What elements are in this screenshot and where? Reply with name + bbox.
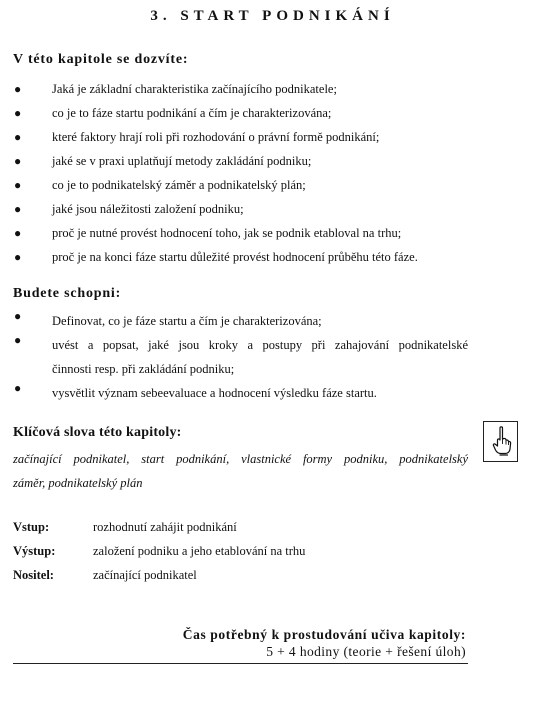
bullet: ●	[14, 154, 22, 168]
bullet: ●	[14, 309, 22, 323]
bullet: ●	[14, 381, 22, 395]
learn-heading: V této kapitole se dozvíte:	[13, 52, 189, 67]
study-time-value: 5 + 4 hodiny (teorie + řešení úloh)	[266, 644, 466, 659]
bullet: ●	[14, 250, 22, 264]
bullet: ●	[14, 130, 22, 144]
bullet: ●	[14, 202, 22, 216]
skills-heading: Budete schopni:	[13, 286, 122, 301]
bullet: ●	[14, 82, 22, 96]
chapter-title: 3. START PODNIKÁNÍ	[150, 8, 395, 24]
bullet: ●	[14, 333, 22, 347]
study-time-label: Čas potřebný k prostudování učiva kapitoly:	[182, 627, 466, 642]
keywords-text: začínající podnikatel, start podnikání, vlastnické formy podniku, podnikatelský záměr, podnikatelský plán	[13, 452, 468, 490]
pointing-hand-icon	[483, 421, 518, 462]
keywords-heading: Klíčová slova této kapitoly:	[13, 425, 182, 440]
bullet: ●	[14, 226, 22, 240]
bullet: ●	[14, 106, 22, 120]
divider	[13, 663, 468, 664]
bullet: ●	[14, 178, 22, 192]
